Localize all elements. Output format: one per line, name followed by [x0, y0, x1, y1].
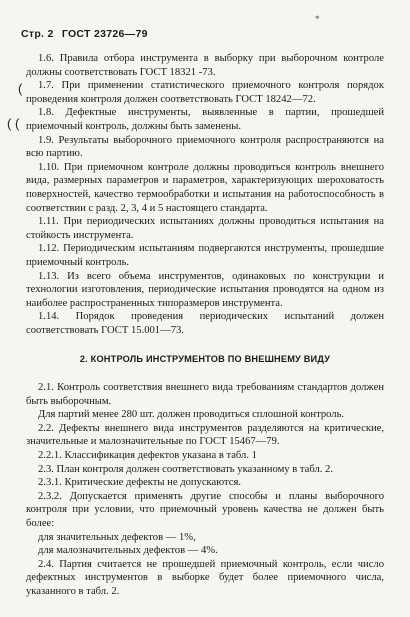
paragraph: 1.9. Результаты выборочного приемочного контроля распространяются на всю партию.	[26, 134, 384, 160]
paragraph: для значительных дефектов — 1%,	[38, 531, 196, 543]
section-title: 2. КОНТРОЛЬ ИНСТРУМЕНТОВ ПО ВНЕШНЕМУ ВИДУ	[79, 354, 331, 365]
paragraph: 1.6. Правила отбора инструмента в выборку при выборочном контроле должны соответствовать ГОСТ 18321 -73.	[26, 53, 384, 78]
paragraph: 1.13. Из всего объема инструментов, одинаковых по конструкции и технологии изготовления, периодические испытания проводятся на одном из наиболее распространенных типоразмеров инструмента.	[26, 270, 384, 309]
paragraph: 2.1. Контроль соответствия внешнего вида требованиям стандартов должен быть выборочным.	[26, 382, 384, 407]
document-body	[26, 52, 384, 599]
paragraph: 2.2. Дефекты внешнего вида инструментов разделяются на критические, значительные и малозначительные по ГОСТ 15467—79.	[26, 422, 384, 448]
paragraph: 1.10. При приемочном контроле должны проводиться контроль внешнего вида, размерных параметров и параметров, характеризующих шероховатость поверхностей, качество термообработки и испытания на работоспособность в соответствии с разд. 2, 3, 4 и 5 настоящего стандарта.	[26, 161, 384, 214]
margin-mark: (	[18, 81, 23, 96]
paragraph: 2.4. Партия считается не прошедшей приемочный контроль, если число дефектных инструментов в выборке будет более приемочного числа, указанного в табл. 2.	[26, 558, 384, 597]
page-header	[21, 28, 153, 40]
paragraph: 1.11. При периодических испытаниях должны проводиться испытания на стойкость инструмента.	[26, 216, 384, 241]
paragraph: 1.8. Дефектные инструменты, выявленные в партии, прошедшей приемочный контроль, должны быть заменены.	[26, 107, 384, 132]
margin-mark: ( (	[7, 116, 20, 131]
paragraph: для малозначительных дефектов — 4%.	[38, 545, 218, 557]
paragraph: 1.7. При применении статистического приемочного контроля порядок проведения контроля должен соответствовать ГОСТ 18242—72.	[26, 80, 384, 105]
corner-mark: *	[315, 14, 320, 24]
paragraph: 2.3. План контроля должен соответствовать указанному в табл. 2.	[38, 463, 333, 475]
standard-number: ГОСТ 23726—79	[61, 28, 148, 40]
paragraph: 1.12. Периодическим испытаниям подвергаются инструменты, прошедшие приемочный контроль.	[26, 243, 384, 268]
paragraph: 1.14. Порядок проведения периодических испытаний должен соответствовать ГОСТ 15.001—73.	[26, 311, 384, 336]
page-number: Стр. 2	[21, 28, 54, 40]
paragraph: Для партий менее 280 шт. должен проводиться сплошной контроль.	[38, 409, 345, 421]
paragraph: 2.3.1. Критические дефекты не допускаются.	[38, 477, 241, 489]
paragraph: 2.2.1. Классификация дефектов указана в табл. 1	[38, 450, 257, 462]
paragraph: 2.3.2. Допускается применять другие способы и планы выборочного контроля при условии, что приемочный уровень качества не должен быть более:	[26, 490, 384, 529]
